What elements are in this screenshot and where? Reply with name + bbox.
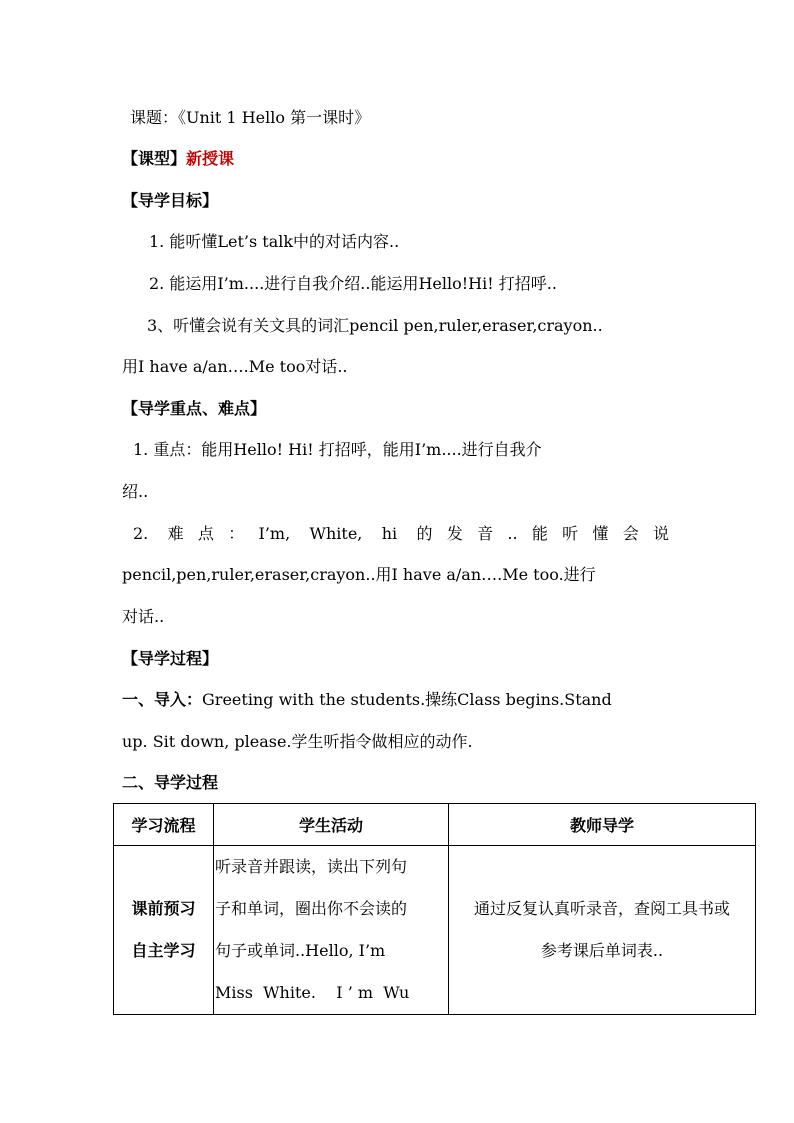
lesson-type-label: 【课型】 [122,149,187,168]
intro-line [122,689,612,711]
stage-cell [114,846,214,1015]
student-line-2: 子和单词，圈出你不会读的 [215,899,408,918]
teacher-line-1: 通过反复认真听录音，查阅工具书或 [473,899,730,918]
objectives-heading: 【导学目标】 [122,191,219,210]
objective-item-2: 2. 能运用I’m....进行自我介绍..能运用Hello!Hi! 打招呼.. [149,274,557,293]
intro-label: 一、导入： [122,690,203,709]
stage-line-2: 自主学习 [131,941,196,960]
header-teacher-guide: 教师导学 [449,804,756,846]
process-table [113,803,756,1015]
key-point-line-4: pencil,pen,ruler,eraser,crayon..用I have a/an….Me too.进行 [122,565,596,584]
student-activity-cell [214,846,449,1015]
key-point-line-2: 绍.. [122,482,149,501]
key-point-line-1: 1. 重点：能用Hello! Hi! 打招呼，能用I’m....进行自我介 [133,440,542,459]
section-two-heading: 二、导学过程 [122,773,219,792]
key-point-line-3: 2. 难点：I’m, White, hi 的发音..能听懂会说 [133,524,669,543]
process-heading: 【导学过程】 [122,649,219,668]
lesson-type [122,148,234,170]
objective-item-3: 3、听懂会说有关文具的词汇pencil pen,ruler,eraser,crayon.. [147,316,603,335]
objective-item-1: 1. 能听懂Let’s talk中的对话内容.. [149,232,400,251]
student-line-4: Miss White. I ’ m Wu [215,983,410,1002]
teacher-guide-cell [449,846,756,1015]
student-line-3: 句子或单词..Hello, I’m [215,941,386,960]
lesson-type-value: 新授课 [186,149,235,168]
table-row [114,846,756,1015]
lesson-title: 课题：《Unit 1 Hello 第一课时》 [130,108,371,127]
stage-line-1: 课前预习 [131,899,196,918]
header-stage: 学习流程 [114,804,214,846]
objective-item-3-cont: 用I have a/an….Me too对话.. [122,357,348,376]
intro-text: Greeting with the students.操练Class begins.Stand [202,690,612,709]
teacher-line-2: 参考课后单词表.. [540,941,664,960]
header-student-activity: 学生活动 [214,804,449,846]
intro-line-2: up. Sit down, please.学生听指令做相应的动作. [122,732,473,751]
table-header-row [114,804,756,846]
key-point-line-5: 对话.. [122,607,165,626]
key-points-heading: 【导学重点、难点】 [122,399,267,418]
student-line-1: 听录音并跟读，读出下列句 [215,857,408,876]
